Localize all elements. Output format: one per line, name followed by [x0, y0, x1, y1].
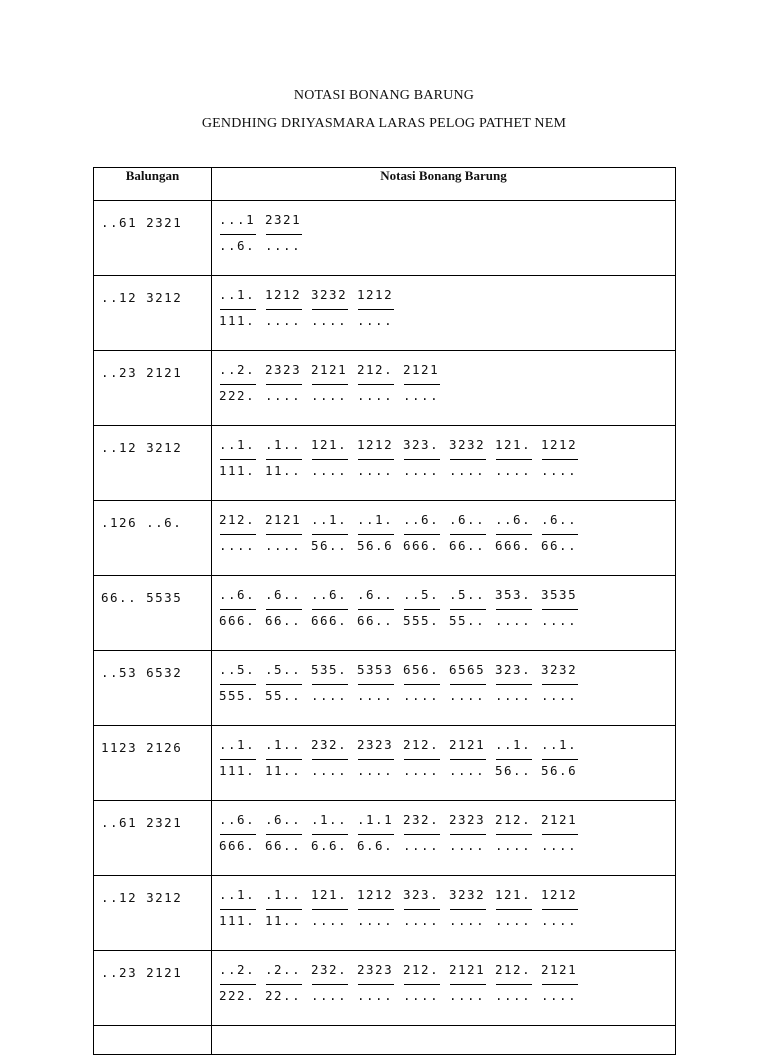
notation-group: ....: [311, 688, 348, 703]
notation-group: .5..: [449, 584, 495, 606]
notation-lower-line: [219, 385, 675, 411]
notation-group: ....: [403, 463, 440, 478]
balungan-cell: ..53 6532: [94, 651, 212, 726]
notation-group: ....: [311, 463, 348, 478]
notation-group: 56..: [311, 538, 348, 553]
document-subtitle: GENDHING DRIYASMARA LARAS PELOG PATHET NEM: [201, 116, 567, 131]
notation-lower-line: [219, 685, 675, 711]
notation-group: 6565: [449, 659, 495, 681]
notation-group: 66..: [265, 613, 302, 628]
notation-group: 232.: [311, 959, 357, 981]
notation-group: ....: [541, 463, 578, 478]
notation-group: ....: [311, 988, 348, 1003]
notation-group: 66..: [449, 538, 486, 553]
balungan-header: Balungan: [94, 168, 212, 201]
notation-group: ....: [449, 913, 486, 928]
notation-group: ....: [265, 238, 302, 253]
notation-group: 121.: [495, 884, 541, 906]
notation-group: ....: [495, 913, 532, 928]
notation-group: ....: [357, 388, 394, 403]
notation-upper-line: [219, 884, 675, 910]
notation-group: ....: [357, 913, 394, 928]
notation-group: 323.: [403, 434, 449, 456]
notation-group: .1..: [265, 734, 311, 756]
notation-group: .6..: [357, 584, 403, 606]
notation-group: ....: [403, 763, 440, 778]
notation-group: 111.: [219, 313, 256, 328]
table-row: [94, 876, 676, 951]
notation-group: ....: [265, 313, 302, 328]
notation-upper-line: [219, 434, 675, 460]
balungan-cell: .126 ..6.: [94, 501, 212, 576]
notation-group: ....: [403, 388, 440, 403]
notation-group: ....: [357, 988, 394, 1003]
table-row: [94, 201, 676, 276]
notation-group: 212.: [403, 959, 449, 981]
notation-table: [93, 167, 676, 1055]
notation-upper-line: [219, 209, 675, 235]
notation-group: ..6.: [311, 584, 357, 606]
notation-group: 3232: [541, 659, 587, 681]
notation-group: 121.: [311, 434, 357, 456]
notation-group: ....: [357, 688, 394, 703]
notation-group: ..1.: [219, 434, 265, 456]
notation-group: ....: [449, 463, 486, 478]
notation-group: ....: [541, 913, 578, 928]
notation-group: ....: [403, 688, 440, 703]
notation-group: ....: [265, 538, 302, 553]
notation-lower-line: [219, 910, 675, 936]
table-row: [94, 726, 676, 801]
notation-group: 121.: [495, 434, 541, 456]
notation-group: 2121: [311, 359, 357, 381]
notation-group: 1212: [357, 284, 403, 306]
notation-group: .2..: [265, 959, 311, 981]
notation-group: 55..: [449, 613, 486, 628]
notation-group: 323.: [495, 659, 541, 681]
table-row: [94, 951, 676, 1026]
notation-group: 222.: [219, 988, 256, 1003]
empty-cell: [212, 1026, 676, 1055]
notation-group: ..6.: [495, 509, 541, 531]
bonang-notation-cell: [212, 651, 676, 726]
empty-cell: [94, 1026, 212, 1055]
notation-group: 666.: [219, 613, 256, 628]
notation-group: 212.: [403, 734, 449, 756]
balungan-cell: ..61 2321: [94, 801, 212, 876]
notation-group: ....: [357, 313, 394, 328]
notation-group: 2121: [403, 359, 449, 381]
notation-group: 2323: [265, 359, 311, 381]
notation-group: ....: [541, 838, 578, 853]
notasi-header: Notasi Bonang Barung: [212, 168, 676, 201]
notation-group: 1212: [541, 884, 587, 906]
notation-group: ..6.: [403, 509, 449, 531]
notation-group: 11..: [265, 463, 302, 478]
notation-group: 56..: [495, 763, 532, 778]
notation-group: ..1.: [311, 509, 357, 531]
notation-group: ....: [311, 763, 348, 778]
notation-group: 2321: [265, 209, 311, 231]
notation-group: ..1.: [541, 734, 587, 756]
notation-group: ..5.: [403, 584, 449, 606]
bonang-notation-cell: [212, 726, 676, 801]
notation-group: 555.: [403, 613, 440, 628]
notation-group: ..1.: [219, 284, 265, 306]
balungan-cell: 66.. 5535: [94, 576, 212, 651]
bonang-notation-cell: [212, 501, 676, 576]
notation-group: 111.: [219, 913, 256, 928]
notation-group: ..6.: [219, 584, 265, 606]
notation-group: ..1.: [219, 884, 265, 906]
notation-group: 2121: [449, 959, 495, 981]
notation-lower-line: [219, 235, 675, 261]
balungan-cell: ..23 2121: [94, 951, 212, 1026]
bonang-notation-cell: [212, 876, 676, 951]
notation-group: 55..: [265, 688, 302, 703]
notation-group: ....: [357, 463, 394, 478]
table-row: [94, 426, 676, 501]
notation-group: 66..: [357, 613, 394, 628]
notation-group: ..5.: [219, 659, 265, 681]
notation-group: 353.: [495, 584, 541, 606]
notation-group: 2323: [449, 809, 495, 831]
notation-group: 2121: [541, 809, 587, 831]
notation-upper-line: [219, 809, 675, 835]
notation-group: 66..: [541, 538, 578, 553]
notation-upper-line: [219, 584, 675, 610]
bonang-notation-cell: [212, 426, 676, 501]
notation-group: 1212: [357, 884, 403, 906]
balungan-cell: ..12 3212: [94, 426, 212, 501]
notation-group: 6.6.: [357, 838, 394, 853]
notation-group: .6..: [265, 584, 311, 606]
notation-group: 212.: [495, 809, 541, 831]
notation-group: ....: [449, 838, 486, 853]
notation-group: 3232: [311, 284, 357, 306]
bonang-notation-cell: [212, 276, 676, 351]
notation-group: 232.: [403, 809, 449, 831]
notation-lower-line: [219, 610, 675, 636]
notation-upper-line: [219, 284, 675, 310]
notation-group: .6..: [449, 509, 495, 531]
notation-group: ....: [265, 388, 302, 403]
notation-group: ....: [541, 688, 578, 703]
notation-group: ....: [311, 913, 348, 928]
notation-group: ....: [449, 988, 486, 1003]
bonang-notation-cell: [212, 201, 676, 276]
notation-lower-line: [219, 535, 675, 561]
notation-lower-line: [219, 310, 675, 336]
notation-group: ..6.: [219, 809, 265, 831]
notation-group: 56.6: [541, 763, 578, 778]
notation-group: 3535: [541, 584, 587, 606]
notation-group: ....: [541, 988, 578, 1003]
notation-group: ..1.: [357, 509, 403, 531]
notation-group: ....: [311, 388, 348, 403]
notation-group: 1212: [357, 434, 403, 456]
notation-group: ....: [495, 988, 532, 1003]
empty-row: [94, 1026, 676, 1055]
notation-group: ....: [495, 688, 532, 703]
notation-group: 666.: [403, 538, 440, 553]
notation-group: .1..: [265, 884, 311, 906]
notation-group: 22..: [265, 988, 302, 1003]
notation-group: 3232: [449, 884, 495, 906]
table-header-row: [94, 168, 676, 201]
table-row: [94, 651, 676, 726]
table-row: [94, 501, 676, 576]
notation-lower-line: [219, 460, 675, 486]
notation-group: ....: [311, 313, 348, 328]
document-title: NOTASI BONANG BARUNG: [293, 88, 475, 103]
notation-group: ....: [403, 913, 440, 928]
notation-group: ..2.: [219, 959, 265, 981]
balungan-cell: ..61 2321: [94, 201, 212, 276]
notation-group: 2121: [541, 959, 587, 981]
notation-group: ....: [495, 463, 532, 478]
notation-group: ..1.: [495, 734, 541, 756]
notation-group: ....: [495, 838, 532, 853]
notation-group: 2323: [357, 734, 403, 756]
notation-group: 555.: [219, 688, 256, 703]
notation-group: .5..: [265, 659, 311, 681]
notation-group: 232.: [311, 734, 357, 756]
notation-upper-line: [219, 509, 675, 535]
table-row: [94, 801, 676, 876]
notation-group: ....: [495, 613, 532, 628]
notation-group: .1.1: [357, 809, 403, 831]
notation-group: .1..: [311, 809, 357, 831]
notation-group: 121.: [311, 884, 357, 906]
notation-lower-line: [219, 985, 675, 1011]
notation-lower-line: [219, 760, 675, 786]
notation-group: 1212: [265, 284, 311, 306]
notation-group: 111.: [219, 763, 256, 778]
notation-group: 66..: [265, 838, 302, 853]
notation-group: ..2.: [219, 359, 265, 381]
notation-group: 2121: [265, 509, 311, 531]
notation-group: ....: [541, 613, 578, 628]
notation-upper-line: [219, 734, 675, 760]
balungan-cell: 1123 2126: [94, 726, 212, 801]
notation-upper-line: [219, 359, 675, 385]
notation-group: 535.: [311, 659, 357, 681]
notation-group: 222.: [219, 388, 256, 403]
notation-group: ..1.: [219, 734, 265, 756]
notation-upper-line: [219, 659, 675, 685]
notation-group: 666.: [495, 538, 532, 553]
notation-group: ....: [449, 688, 486, 703]
bonang-notation-cell: [212, 576, 676, 651]
notation-group: 6.6.: [311, 838, 348, 853]
notation-group: 656.: [403, 659, 449, 681]
notation-lower-line: [219, 835, 675, 861]
notation-group: 5353: [357, 659, 403, 681]
notation-group: .1..: [265, 434, 311, 456]
table-row: [94, 351, 676, 426]
notation-group: ..6.: [219, 238, 256, 253]
notation-group: .6..: [265, 809, 311, 831]
notation-group: .6..: [541, 509, 587, 531]
notation-group: 212.: [219, 509, 265, 531]
notation-group: 56.6: [357, 538, 394, 553]
notation-group: 11..: [265, 763, 302, 778]
notation-group: ....: [403, 838, 440, 853]
notation-group: 212.: [495, 959, 541, 981]
notation-group: 3232: [449, 434, 495, 456]
bonang-notation-cell: [212, 801, 676, 876]
notation-group: ....: [403, 988, 440, 1003]
balungan-cell: ..12 3212: [94, 276, 212, 351]
notation-group: ....: [219, 538, 256, 553]
notation-group: 323.: [403, 884, 449, 906]
notation-group: 1212: [541, 434, 587, 456]
notation-group: 666.: [219, 838, 256, 853]
notation-group: ....: [449, 763, 486, 778]
notation-group: 212.: [357, 359, 403, 381]
notation-group: ....: [357, 763, 394, 778]
notation-group: 2323: [357, 959, 403, 981]
notation-group: 11..: [265, 913, 302, 928]
bonang-notation-cell: [212, 351, 676, 426]
notation-upper-line: [219, 959, 675, 985]
balungan-cell: ..23 2121: [94, 351, 212, 426]
notation-group: 2121: [449, 734, 495, 756]
notation-group: 666.: [311, 613, 348, 628]
notation-group: 111.: [219, 463, 256, 478]
notation-group: ...1: [219, 209, 265, 231]
table-row: [94, 276, 676, 351]
bonang-notation-cell: [212, 951, 676, 1026]
table-row: [94, 576, 676, 651]
balungan-cell: ..12 3212: [94, 876, 212, 951]
